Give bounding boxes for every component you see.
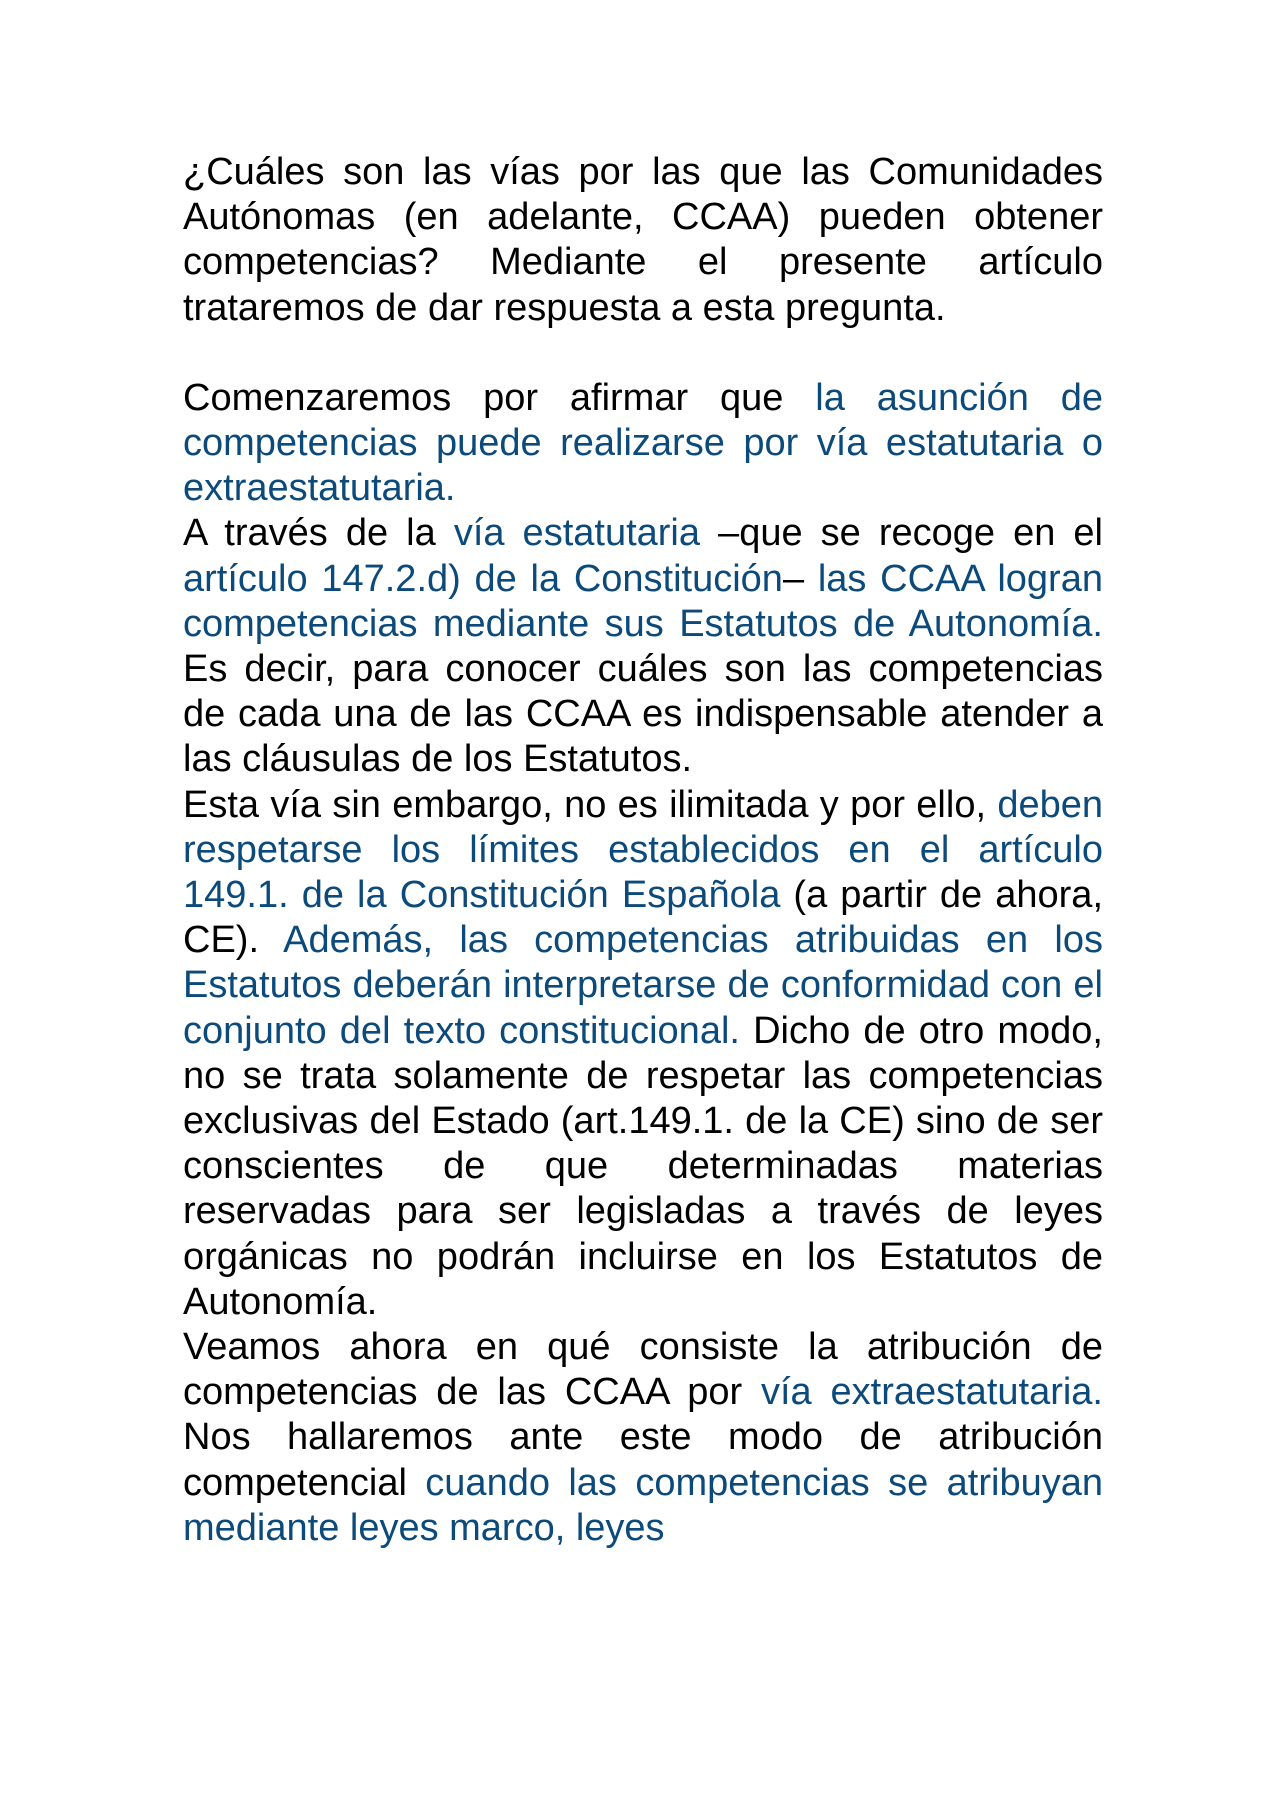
intro-paragraph [183, 150, 1103, 331]
paragraph-text: Veamos ahora en qué consiste la atribución de competencias de las CCAA por [183, 1326, 1103, 1414]
paragraph-spacer [183, 331, 1103, 376]
paragraph-limites [183, 783, 1103, 1325]
paragraph-asuncion [183, 376, 1103, 512]
intro-text: ¿Cuáles son las vías por las que las Comunidades Autónomas (en adelante, CCAA) pueden obtener competencias? Mediante el presente artículo trataremos de dar respuesta a esta pregunta. [183, 151, 1103, 329]
highlighted-text: las CCAA logran competencias mediante sus Estatutos de Autonomía. [183, 557, 1103, 645]
paragraph-via-estatutaria [183, 511, 1103, 782]
paragraph-via-extraestatutaria [183, 1325, 1103, 1551]
paragraph-text: Es decir, para conocer cuáles son las competencias de cada una de las CCAA es indispensable atender a las cláusulas de los Estatutos. [183, 648, 1103, 781]
highlighted-text: Además, las competencias atribuidas en los Estatutos deberán interpretarse de conformidad con el conjunto del texto constitucional. [183, 919, 1103, 1052]
highlighted-text: cuando las competencias se atribuyan mediante leyes marco, leyes [183, 1461, 1103, 1549]
paragraph-text: Nos hallaremos ante este modo de atribución competencial [183, 1416, 1103, 1504]
highlighted-text: la asunción de competencias puede realizarse por vía estatutaria o extraestatutaria. [183, 376, 1103, 510]
highlighted-text: vía extraestatutaria. [760, 1371, 1103, 1414]
highlighted-text: artículo 147.2.d) de la Constitución [183, 557, 783, 600]
paragraph-text: A través de la [183, 512, 454, 555]
paragraph-text: –que se recoge en el [700, 512, 1103, 555]
paragraph-text: Comenzaremos por afirmar que [183, 376, 816, 419]
paragraph-text: – [782, 557, 818, 600]
paragraph-text: Esta vía sin embargo, no es ilimitada y por ello, [183, 783, 998, 826]
document-body [183, 150, 1103, 1551]
paragraph-text: Dicho de otro modo, no se trata solamente de respetar las competencias exclusivas del Estado (art.149.1. de la CE) sino de ser conscientes de que determinadas materias reservadas para ser legisladas a través de leyes orgánicas no podrán incluirse en los Estatutos de Autonomía. [183, 1009, 1103, 1323]
paragraph-text: (a partir de ahora, CE). [183, 874, 1103, 962]
highlighted-text: deben respetarse los límites establecidos en el artículo 149.1. de la Constitución Española [183, 783, 1103, 917]
highlighted-text: vía estatutaria [453, 512, 700, 555]
